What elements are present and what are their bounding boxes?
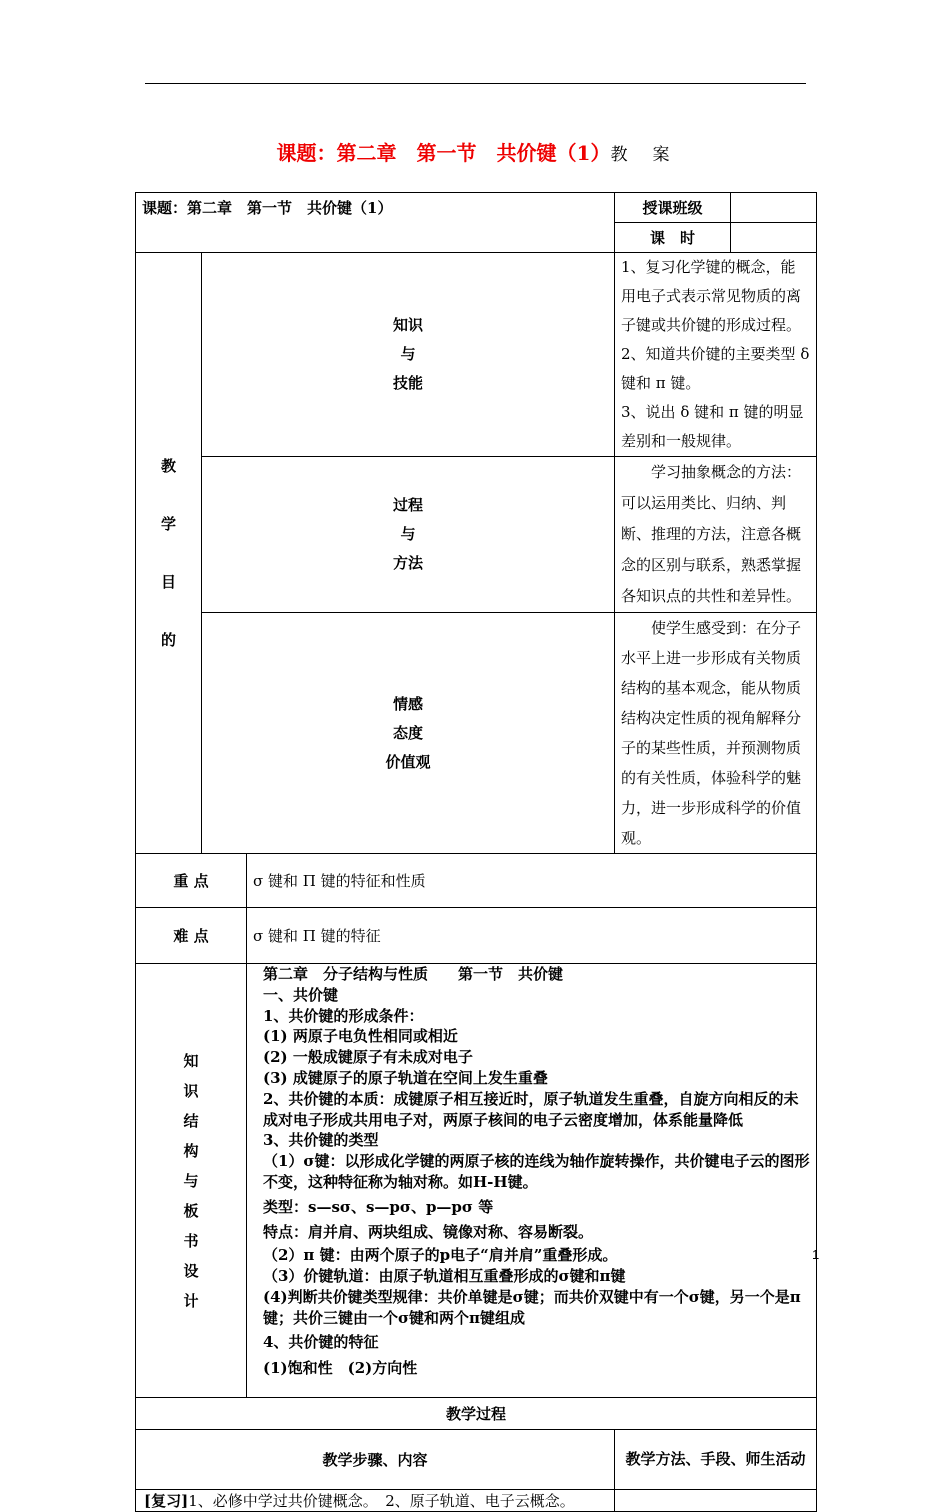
subject-cell: 课题：第二章 第一节 共价键（1） [136,193,615,253]
class-label: 授课班级 [615,193,731,223]
objectives-label: 教 学 目 的 [136,253,202,854]
class-value [731,193,817,223]
process-col-methods: 教学方法、手段、师生活动 [615,1430,817,1490]
process-first-row-method [615,1490,817,1512]
knowledge-structure-label: 知 识 结 构 与 板 书 设 计 [136,964,247,1398]
difficulty-value: σ 键和 Π 键的特征 [247,908,817,964]
process-first-row [136,1490,615,1512]
page-number: 1 [812,1247,820,1262]
process-col-steps: 教学步骤、内容 [136,1430,615,1490]
process-heading: 教学过程 [136,1398,817,1430]
knowledge-skill-text: 1、复习化学键的概念，能用电子式表示常见物质的离子键或共价键的形成过程。 2、知道共价键的主要类型 δ 键和 π 键。 3、说出 δ 键和 π 键的明显差别和一般规律。 [615,253,817,457]
emotion-value-text: 使学生感受到：在分子水平上进一步形成有关物质结构的基本观念，能从物质结构决定性质的视角解释分子的某些性质，并预测物质的有关性质，体验科学的魅力，进一步形成科学的价值观。 [615,613,817,854]
review-text: 1、必修中学过共价键概念。 2、原子轨道、电子云概念。 [188,1491,575,1510]
header-rule [145,83,806,84]
process-method-text: 学习抽象概念的方法：可以运用类比、归纳、判断、推理的方法，注意各概念的区别与联系，熟悉掌握各知识点的共性和差异性。 [615,457,817,613]
period-value [731,223,817,253]
review-tag: [复习] [144,1491,189,1510]
period-label: 课 时 [615,223,731,253]
key-point-label: 重 点 [136,854,247,908]
title-suffix: 教 案 [610,145,674,165]
process-method-label: 过程 与 方法 [202,457,615,613]
lesson-plan-table [135,192,820,1512]
page-title [0,137,950,166]
knowledge-structure-content: 第二章 分子结构与性质 第一节 共价键 一、共价键 1、共价键的形成条件： (1) 两原子电负性相同或相近 (2) 一般成键原子有未成对电子 (3) 成键原子的原子轨道在空间上发生重叠 2、共价键的本质：成键原子相互接近时，原子轨道发生重叠，自旋方向相反的未成对电子形成共用电子对，两原子核间的电子云密度增加，体系能量降低 3、共价键的类型 （1）σ键：以形成化学键的两原子核的连线为轴作旋转操作，共价键电子云的图形不变，这种特征称为轴对称。如H-H键。 类型：s—sσ、s—pσ、p—pσ 等 特点：肩并肩、两块组成、镜像对称、容易断裂。 （2）π 键：由两个原子的p电子“肩并肩”重叠形成。 （3）价键轨道：由原子轨道相互重叠形成的σ键和π键 (4)判断共价键类型规律：共价单键是σ键；而共价双键中有一个σ键，另一个是π键；共价三键由一个σ键和两个π键组成 4、共价键的特征 (1)饱和性 (2)方向性 [247,964,817,1398]
title-red: 课题：第二章 第一节 共价键（1） [276,141,611,165]
difficulty-label: 难 点 [136,908,247,964]
emotion-value-label: 情感 态度 价值观 [202,613,615,854]
knowledge-skill-label: 知识 与 技能 [202,253,615,457]
key-point-value: σ 键和 Π 键的特征和性质 [247,854,817,908]
